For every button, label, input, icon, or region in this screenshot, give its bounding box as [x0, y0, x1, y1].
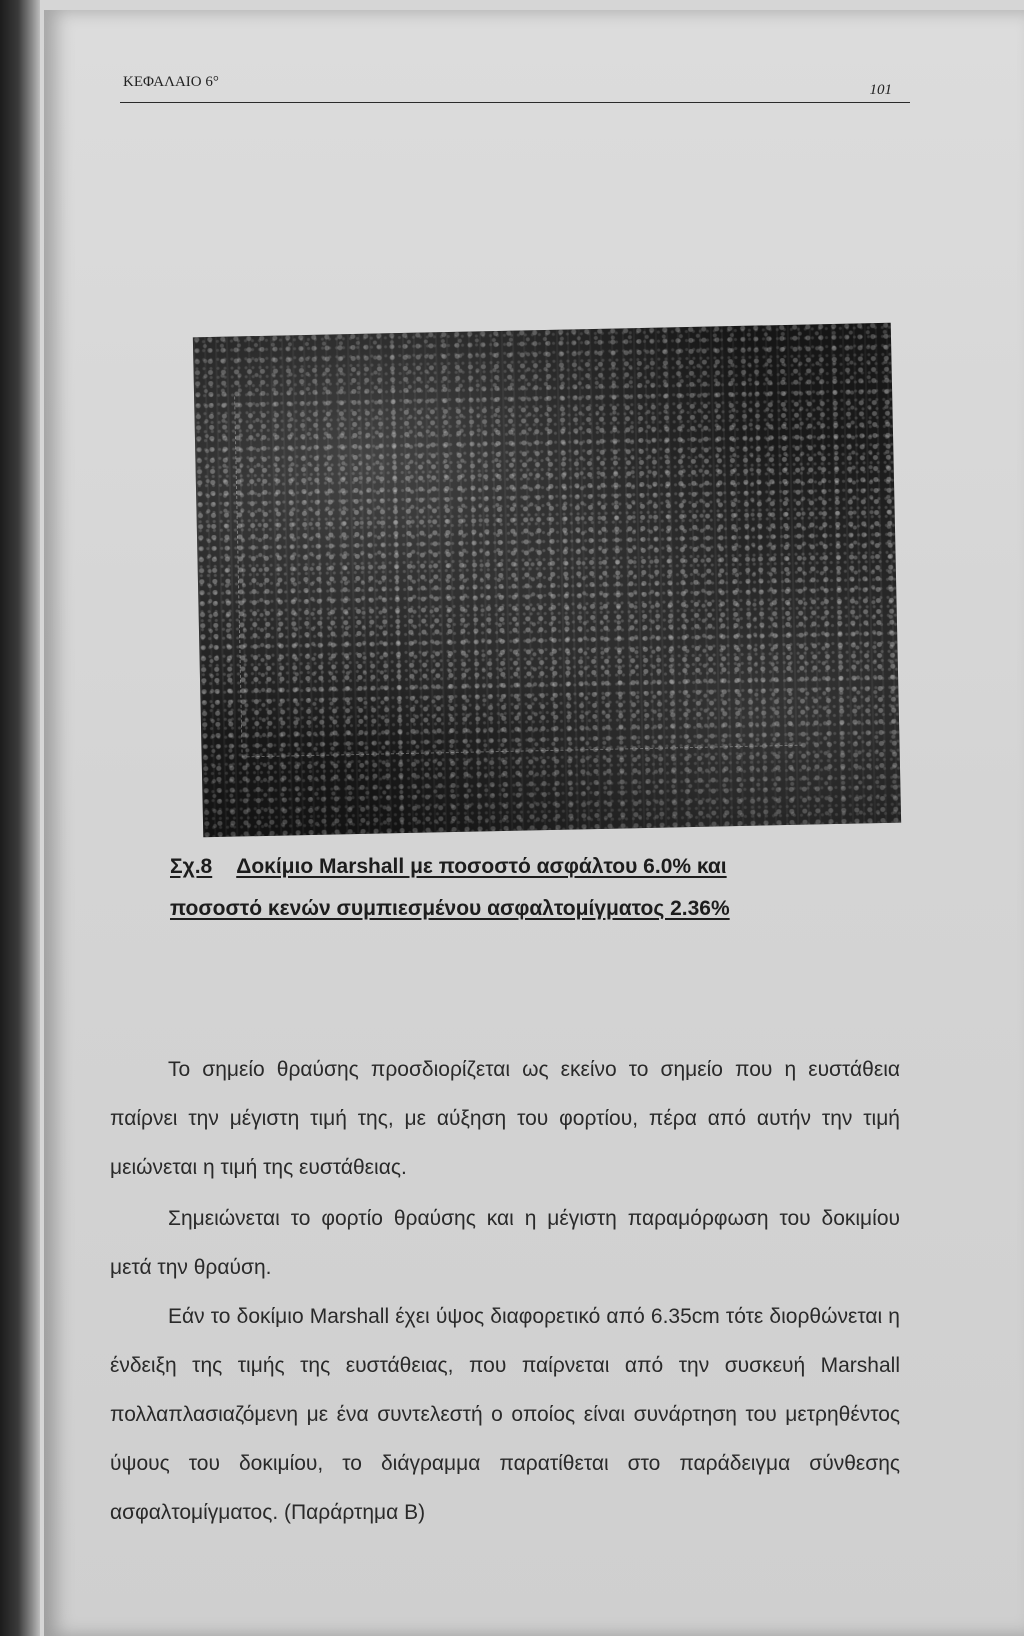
- paragraph-fracture-point: Το σημείο θραύσης προσδιορίζεται ως εκείνο το σημείο που η ευστάθεια παίρνει την μέγιστη τιμή της, με αύξηση του φορτίου, πέρα από αυτήν την τιμή μειώνεται η τιμή της ευστάθειας.: [110, 1058, 900, 1179]
- caption-line-2: ποσοστό κενών συμπιεσμένου ασφαλτομίγματος 2.36%: [170, 897, 730, 920]
- caption-label: Σχ.8: [170, 855, 213, 878]
- page-number: 101: [869, 82, 892, 98]
- body-text: [110, 1045, 900, 1537]
- chapter-title: ΚΕΦΑΛΑΙΟ 6°: [123, 74, 219, 90]
- page-header: [120, 72, 910, 103]
- specimen-outline: [234, 385, 802, 758]
- figure-caption: [170, 846, 900, 930]
- caption-text-1: Δοκίμιο Marshall με ποσοστό ασφάλτου 6.0% και: [236, 855, 727, 878]
- caption-line-1: [170, 846, 900, 888]
- paragraph-height-correction: Εάν το δοκίμιο Marshall έχει ύψος διαφορετικό από 6.35cm τότε διορθώνεται η ένδειξη της τιμής της ευστάθειας, που παίρνεται από την συσκευή Marshall πολλαπλασιαζόμενη με ένα συντελεστή ο οποίος είναι συνάρτηση του μετρηθέντος ύψους του δοκιμίου, το διάγραμμα παρατίθεται στο παράδειγμα σύνθεσης ασφαλτομίγματος. (Παράρτημα Β): [110, 1305, 900, 1524]
- marshall-specimen-photo: [193, 323, 901, 838]
- paragraph-fracture-load: Σημειώνεται το φορτίο θραύσης και η μέγιστη παραμόρφωση του δοκιμίου μετά την θραύση.: [110, 1207, 900, 1279]
- scan-binding-shadow: [0, 0, 40, 1636]
